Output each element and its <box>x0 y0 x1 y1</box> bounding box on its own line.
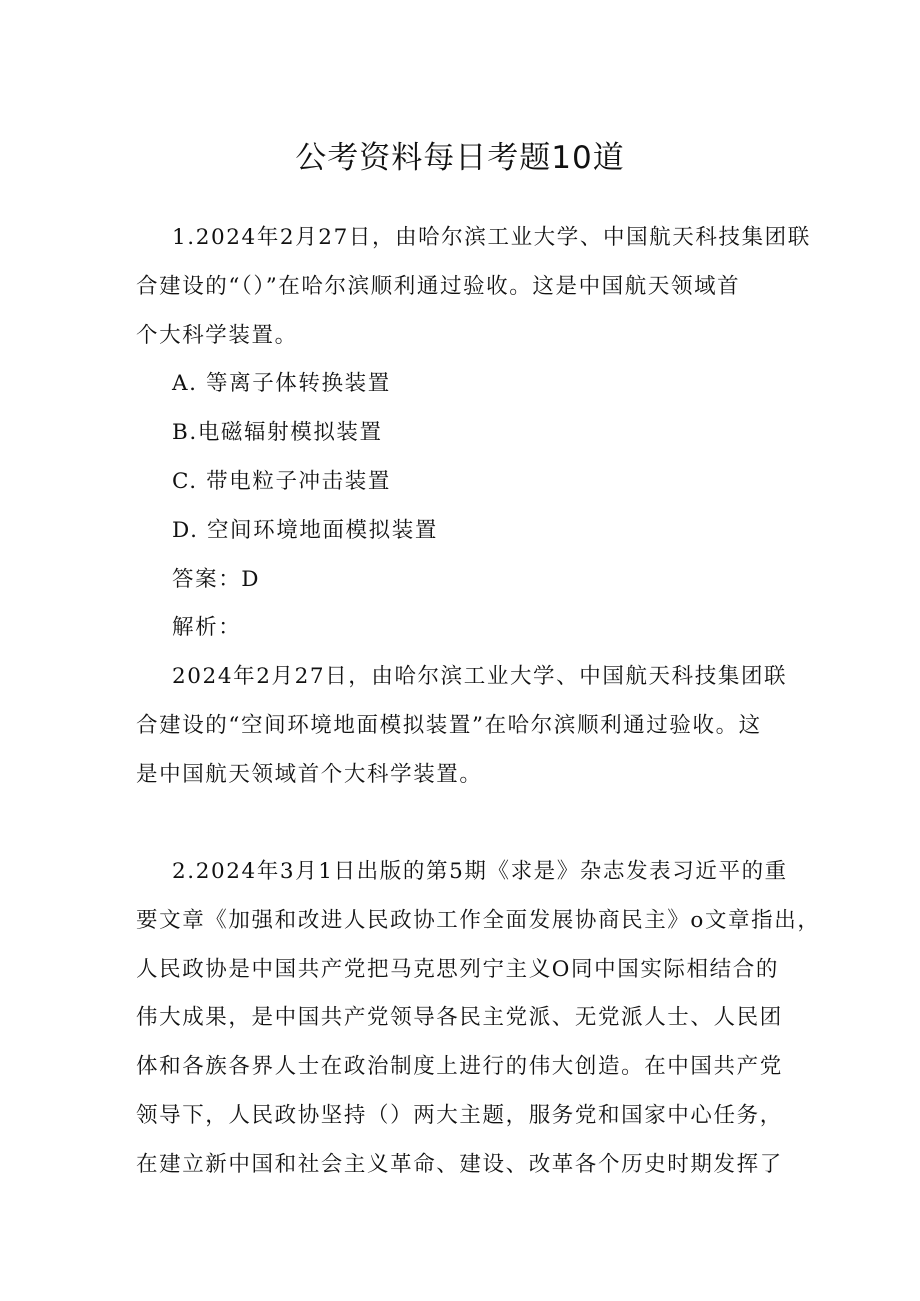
question-1-stem-line: 1.2024年2月27日，由哈尔滨工业大学、中国航天科技集团联 <box>172 225 811 250</box>
page-title: 公考资料每日考题10道 <box>295 140 625 176</box>
option-d: D. 空间环境地面模拟装置 <box>172 517 438 543</box>
question-2-stem-line: 体和各族各界人士在政治制度上进行的伟大创造。在中国共产党 <box>136 1054 783 1080</box>
option-a: A. 等离子体转换装置 <box>172 371 391 397</box>
option-c: C. 带电粒子冲击装置 <box>172 468 391 494</box>
analysis-line: 2024年2月27日，由哈尔滨工业大学、中国航天科技集团联 <box>172 664 788 690</box>
question-2 <box>136 848 821 1190</box>
option-b: B.电磁辐射模拟装置 <box>172 420 383 446</box>
question-1-stem-line: 个大科学装置。 <box>136 322 298 348</box>
analysis-label: 解析： <box>172 615 242 641</box>
analysis-line: 合建设的“空间环境地面模拟装置”在哈尔滨顺利通过验收。这 <box>136 712 762 738</box>
question-2-stem-line: 领导下，人民政协坚持（）两大主题，服务党和国家中心任务， <box>136 1102 783 1128</box>
question-1-stem-line: 合建设的“（）”在哈尔滨顺利通过验收。这是中国航天领域首 <box>136 273 741 299</box>
question-2-stem-line: 人民政协是中国共产党把马克思列宁主义O同中国实际相结合的 <box>136 956 779 982</box>
analysis-line: 是中国航天领域首个大科学装置。 <box>136 761 483 787</box>
question-2-stem-line: 要文章《加强和改进人民政协工作全面发展协商民主》o文章指出， <box>136 907 821 933</box>
answer-line: 答案：D <box>172 566 261 592</box>
question-1 <box>136 214 811 800</box>
question-2-stem-line: 2.2024年3月1日出版的第5期《求是》杂志发表习近平的重 <box>172 859 788 884</box>
question-2-stem-line: 在建立新中国和社会主义革命、建设、改革各个历史时期发挥了 <box>136 1151 783 1177</box>
question-2-stem-line: 伟大成果，是中国共产党领导各民主党派、无党派人士、人民团 <box>136 1005 783 1031</box>
